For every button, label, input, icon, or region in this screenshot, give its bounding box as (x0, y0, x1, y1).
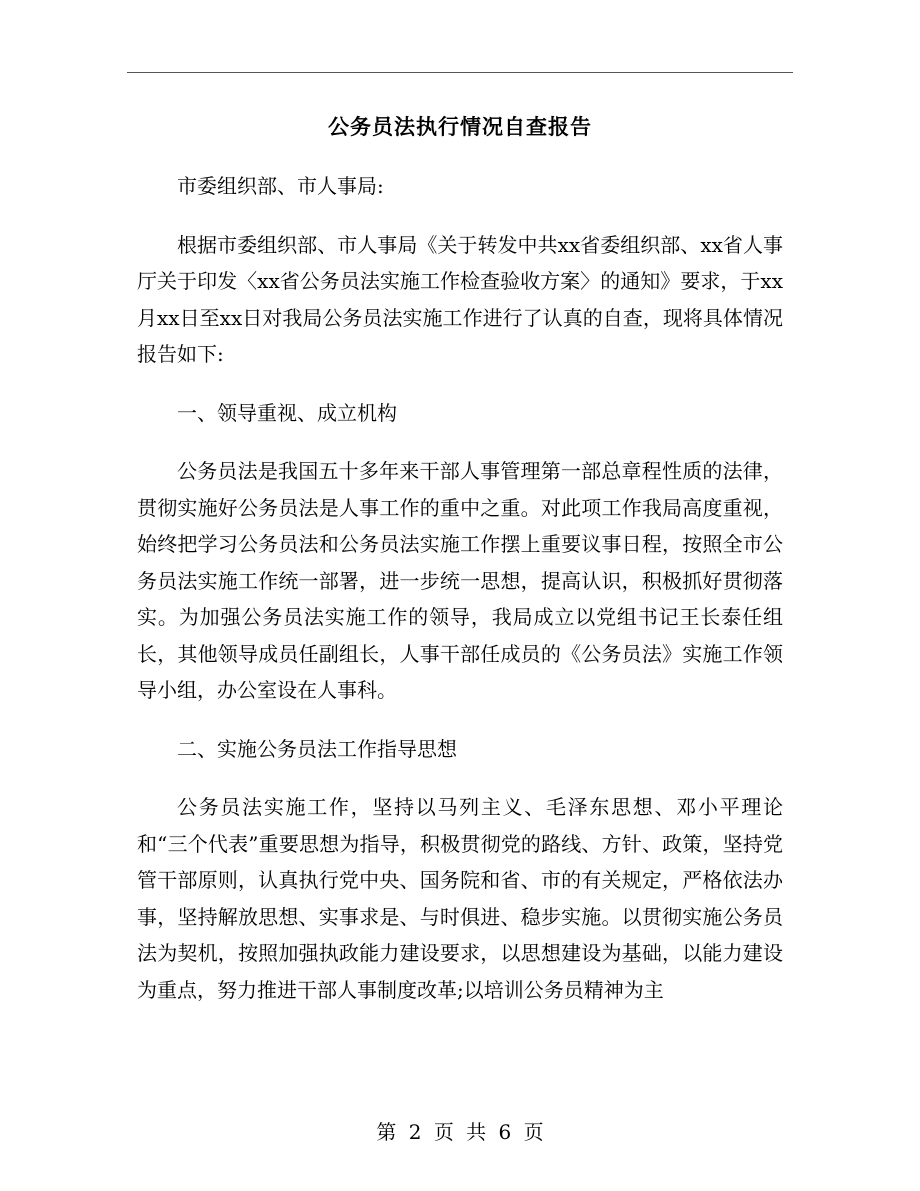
salutation: 市委组织部、市人事局: (177, 174, 384, 198)
paragraph-intro: 根据市委组织部、市人事局《关于转发中共xx省委组织部、xx省人事厅关于印发〈xx省公务员法实施工作检查验收方案〉的通知》要求，于xx月xx日至xx日对我局公务员法实施工作进行了认真的自查，现将具体情况报告如下: (137, 232, 783, 366)
document-title: 公务员法执行情况自查报告 (328, 114, 592, 139)
section-heading-2: 二、实施公务员法工作指导思想 (177, 736, 457, 761)
document-body (137, 168, 783, 1030)
section-heading-1: 一、领导重视、成立机构 (177, 400, 397, 425)
paragraph-section-1: 公务员法是我国五十多年来干部人事管理第一部总章程性质的法律，贯彻实施好公务员法是人事工作的重中之重。对此项工作我局高度重视，始终把学习公务员法和公务员法实施工作摆上重要议事日程，按照全市公务员法实施工作统一部署，进一步统一思想，提高认识，积极抓好贯彻落实。为加强公务员法实施工作的领导，我局成立以党组书记王长泰任组长，其他领导成员任副组长，人事干部任成员的《公务员法》实施工作领导小组，办公室设在人事科。 (137, 459, 783, 702)
page-number: 第 2 页 共 6 页 (376, 1120, 544, 1144)
paragraph-section-2: 公务员法实施工作，坚持以马列主义、毛泽东思想、邓小平理论和“三个代表”重要思想为指导，积极贯彻党的路线、方针、政策，坚持党管干部原则，认真执行党中央、国务院和省、市的有关规定，严格依法办事，坚持解放思想、实事求是、与时俱进、稳步实施。以贯彻实施公务员法为契机，按照加强执政能力建设要求，以思想建设为基础，以能力建设为重点，努力推进干部人事制度改革;以培训公务员精神为主 (137, 795, 783, 1002)
header-rule (127, 72, 793, 73)
